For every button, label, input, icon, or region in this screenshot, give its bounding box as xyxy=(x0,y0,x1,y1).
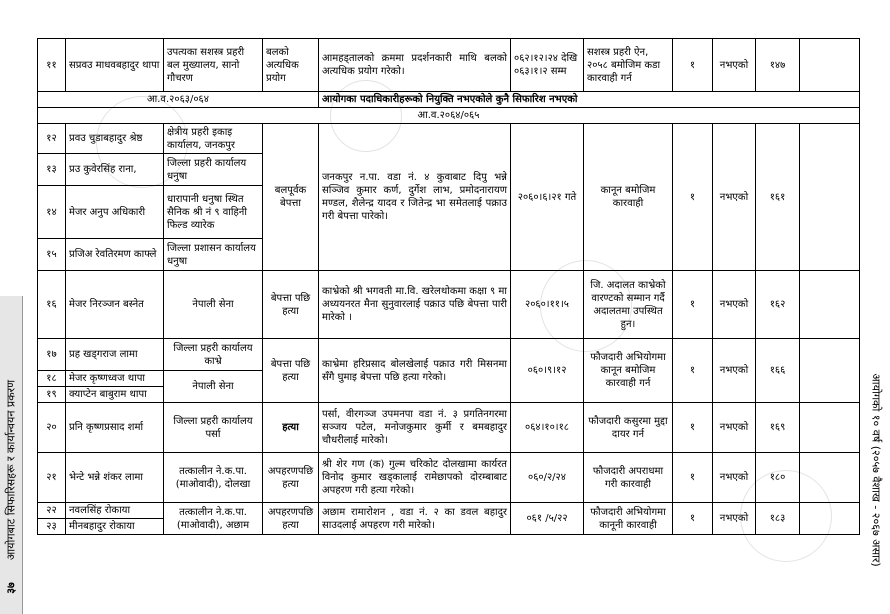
date-cell: ०६०।९।१२ xyxy=(511,339,584,403)
remarks-cell xyxy=(800,124,860,271)
table-row xyxy=(38,339,860,371)
name-cell: सप्रवउ माधवबहादुर थापा xyxy=(66,39,164,92)
violation-cell: बेपत्ता पछि हत्या xyxy=(263,339,319,403)
divider-note: आयोगका पदाधिकारीहरूको नियुक्ति नभएकोले कुनै सिफारिश नभएको xyxy=(319,92,860,108)
name-cell: मेजर कृष्णध्वज थापा xyxy=(66,371,164,387)
count-cell: १ xyxy=(673,39,713,92)
recommendation-cell: कानून बमोजिम कारवाही xyxy=(584,124,673,271)
serial-cell: १७ xyxy=(38,339,66,371)
description-cell: जनकपुर न.पा. वडा नं. ४ कुवाबाट दिपु भन्ने सञ्जिव कुमार कर्ण, दुर्गेश लाभ, प्रमोदनारायण मण्डल, शैलेन्द्र यादव र जितेन्द्र भा समेतलाई पक्राउ गरी बेपत्ता पारेको। xyxy=(319,124,511,271)
table-row xyxy=(38,271,860,339)
table-row xyxy=(38,453,860,503)
serial-cell: १६ xyxy=(38,271,66,339)
office-cell: क्षेत्रीय प्रहरी इकाइ कार्यालय, जनकपुर xyxy=(164,124,263,154)
serial-cell: २० xyxy=(38,403,66,453)
office-cell: तत्कालीन ने.क.पा. (माओवादी), दोलखा xyxy=(164,453,263,503)
page-number: ३७ xyxy=(4,582,18,594)
table-row xyxy=(38,124,860,154)
name-cell: भेन्टे भन्ने शंकर लामा xyxy=(66,453,164,503)
name-cell: मेजर अनुप अधिकारी xyxy=(66,186,164,239)
status-cell: नभएको xyxy=(713,503,756,535)
name-cell: क्याप्टेन बाबुराम थापा xyxy=(66,387,164,403)
fiscal-year-divider xyxy=(38,108,860,124)
file-number-cell: १६६ xyxy=(756,339,800,403)
office-cell: नेपाली सेना xyxy=(164,371,263,403)
office-cell: नेपाली सेना xyxy=(164,271,263,339)
recommendation-cell: फौजदारी अभियोगमा कानूनी कारवाही xyxy=(584,503,673,535)
recommendation-cell: फौजदारी अभियोगमा कानून बमोजिम कारवाही गर्न xyxy=(584,339,673,403)
description-cell: काभ्रेमा हरिप्रसाद बोलखेलाई पक्राउ गरी मिसनमा सँगै घुमाइ बेपत्ता पछि हत्या गरेको। xyxy=(319,339,511,403)
serial-cell: २२ xyxy=(38,503,66,519)
status-cell: नभएको xyxy=(713,271,756,339)
description-cell: पर्सा, वीरगञ्ज उपमनपा वडा नं. ३ प्रगतिनगरमा सञ्जय पटेल, मनोजकुमार कुर्मी र बमबहादुर चौधरीलाई मारेको। xyxy=(319,403,511,453)
date-cell: ०६०/२/२४ xyxy=(511,453,584,503)
file-number-cell: १८० xyxy=(756,453,800,503)
file-number-cell: १६१ xyxy=(756,124,800,271)
name-cell: मीनबहादुर रोकाया xyxy=(66,519,164,535)
status-cell: नभएको xyxy=(713,124,756,271)
side-running-title: आयोगबाट सिफारिसहरू र कार्यान्वयन प्रकरण xyxy=(4,379,18,561)
remarks-cell xyxy=(800,453,860,503)
description-cell: आमहड्तालको क्रममा प्रदर्शनकारी माथि बलको अत्यधिक प्रयोग गरेको। xyxy=(319,39,511,92)
office-cell: धारापानी धनुषा स्थित सैनिक श्री नं ९ वाहिनी फिल्ड व्यारेक xyxy=(164,186,263,239)
date-cell: ०६१ /५/२२ xyxy=(511,503,584,535)
file-number-cell: १६९ xyxy=(756,403,800,453)
status-cell: नभएको xyxy=(713,39,756,92)
office-cell: जिल्ला प्रशासन कार्यालय धनुषा xyxy=(164,239,263,271)
date-cell: ०६२।१२।२४ देखि ०६३।१।२ सम्म xyxy=(511,39,584,92)
name-cell: प्रवउ चुडाबहादुर श्रेष्ठ xyxy=(66,124,164,154)
count-cell: १ xyxy=(673,339,713,403)
serial-cell: २१ xyxy=(38,453,66,503)
violation-cell: बेपत्ता पछि हत्या xyxy=(263,271,319,339)
serial-cell: १२ xyxy=(38,124,66,154)
serial-cell: १३ xyxy=(38,154,66,186)
office-cell: तत्कालीन ने.क.पा. (माओवादी), अछाम xyxy=(164,503,263,535)
serial-cell: २३ xyxy=(38,519,66,535)
violation-cell: बलको अत्यधिक प्रयोग xyxy=(263,39,319,92)
status-cell: नभएको xyxy=(713,339,756,403)
office-cell: जिल्ला प्रहरी कार्यालय धनुषा xyxy=(164,154,263,186)
serial-cell: ११ xyxy=(38,39,66,92)
table-row xyxy=(38,403,860,453)
date-cell: २०६०।६।२१ गते xyxy=(511,124,584,271)
remarks-cell xyxy=(800,503,860,535)
file-number-cell: १४७ xyxy=(756,39,800,92)
remarks-cell xyxy=(800,39,860,92)
recommendation-cell: फौजदारी अपराधमा गरी कारवाही xyxy=(584,453,673,503)
file-number-cell: १८३ xyxy=(756,503,800,535)
count-cell: १ xyxy=(673,453,713,503)
serial-cell: १८ xyxy=(38,371,66,387)
fiscal-year-label: आ.व.२०६३/०६४ xyxy=(38,92,319,108)
status-cell: नभएको xyxy=(713,453,756,503)
violation-cell: अपहरणपछि हत्या xyxy=(263,503,319,535)
name-cell: नवलसिंह रोकाया xyxy=(66,503,164,519)
fiscal-year-label: आ.व.२०६४/०६५ xyxy=(38,108,860,124)
description-cell: काभ्रेको श्री भगवती मा.वि. खरेलथोकमा कक्षा ९ मा अध्ययनरत मैना सुनुवारलाई पक्राउ पछि बेपत्ता पारी मारेको । xyxy=(319,271,511,339)
violation-cell: हत्या xyxy=(263,403,319,453)
serial-cell: १५ xyxy=(38,239,66,271)
serial-cell: १९ xyxy=(38,387,66,403)
name-cell: प्रजिअ रेवतिरमण काफ्ले xyxy=(66,239,164,271)
violation-cell: अपहरणपछि हत्या xyxy=(263,453,319,503)
remarks-cell xyxy=(800,403,860,453)
file-number-cell: १६२ xyxy=(756,271,800,339)
recommendation-cell: सशस्त्र प्रहरी ऐन, २०५८ बमोजिम कडा कारवाही गर्न xyxy=(584,39,673,92)
name-cell: प्रनि कृष्णप्रसाद शर्मा xyxy=(66,403,164,453)
office-cell: उपत्यका सशस्त्र प्रहरी बल मुख्यालय, सानो गौचरण xyxy=(164,39,263,92)
count-cell: १ xyxy=(673,403,713,453)
description-cell: अछाम रामारोशन , वडा नं. २ का डवल बहादुर साउदलाई अपहरण गरी मारेको। xyxy=(319,503,511,535)
office-cell: जिल्ला प्रहरी कार्यालय पर्सा xyxy=(164,403,263,453)
table-row xyxy=(38,503,860,519)
count-cell: १ xyxy=(673,503,713,535)
recommendation-cell: जि. अदालत काभ्रेको वारण्टको सम्मान गर्दै अदालतमा उपस्थित हुन। xyxy=(584,271,673,339)
office-cell: जिल्ला प्रहरी कार्यालय काभ्रे xyxy=(164,339,263,371)
violation-cell: बलपूर्वक बेपत्ता xyxy=(263,124,319,271)
name-cell: प्रह खड्गराज लामा xyxy=(66,339,164,371)
description-cell: श्री शेर गण (क) गुल्म चरिकोट दोलखामा कार्यरत विनोद कुमार खड्कालाई रामेछापको दोरम्बाबाट अपहरण गरी हत्या गरेको। xyxy=(319,453,511,503)
fiscal-year-divider xyxy=(38,92,860,108)
count-cell: १ xyxy=(673,124,713,271)
side-running-header: आयोगको १० वर्ष (२०५७ वैशाख - २०६७ असार) xyxy=(869,373,883,567)
serial-cell: १४ xyxy=(38,186,66,239)
name-cell: मेजर निरञ्जन बस्नेत xyxy=(66,271,164,339)
status-cell: नभएको xyxy=(713,403,756,453)
recommendation-table xyxy=(37,38,860,535)
remarks-cell xyxy=(800,271,860,339)
date-cell: ०६४।१०।१८ xyxy=(511,403,584,453)
name-cell: प्रउ कुवेरसिंह राना, xyxy=(66,154,164,186)
date-cell: २०६०।११।५ xyxy=(511,271,584,339)
count-cell: १ xyxy=(673,271,713,339)
remarks-cell xyxy=(800,339,860,403)
table-row xyxy=(38,39,860,92)
recommendation-cell: फौजदारी कसुरमा मुद्दा दायर गर्न xyxy=(584,403,673,453)
